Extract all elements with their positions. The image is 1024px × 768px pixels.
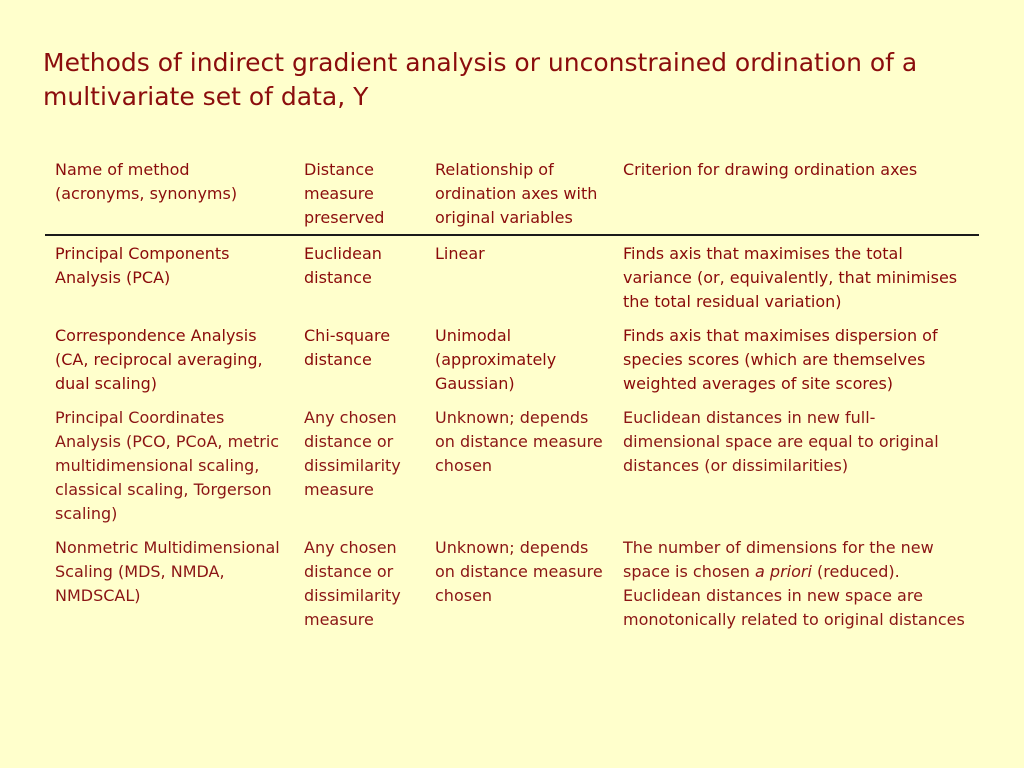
slide-title: Methods of indirect gradient analysis or unconstrained ordination of a multivariate set of data, Y [43, 48, 918, 111]
methods-table [45, 158, 979, 636]
criterion-italic-text: a priori [755, 562, 812, 581]
header-row [45, 158, 979, 235]
relationship-cell: Unknown; depends on distance measure chosen [435, 538, 603, 605]
table-row [45, 318, 979, 400]
relationship-cell: Linear [435, 244, 485, 263]
header-distance-measure: Distance measure preserved [294, 158, 425, 235]
table-body [45, 235, 979, 636]
method-name-cell: Correspondence Analysis (CA, reciprocal averaging, dual scaling) [55, 326, 263, 393]
relationship-cell: Unknown; depends on distance measure chosen [435, 408, 603, 475]
distance-cell: Euclidean distance [304, 244, 382, 287]
criterion-cell: Finds axis that maximises the total variance (or, equivalently, that minimises the total residual variation) [623, 244, 958, 311]
header-relationship: Relationship of ordination axes with original variables [425, 158, 613, 235]
criterion-text-part1: The number of dimensions for the new space is chosen [623, 538, 934, 581]
criterion-cell: Euclidean distances in new full-dimensional space are equal to original distances (or dissimilarities) [623, 408, 939, 475]
distance-cell: Any chosen distance or dissimilarity measure [304, 538, 401, 629]
header-method-name: Name of method (acronyms, synonyms) [45, 158, 294, 235]
method-name-cell: Principal Coordinates Analysis (PCO, PCoA, metric multidimensional scaling, classical scaling, Torgerson scaling) [55, 408, 280, 523]
distance-cell: Chi-square distance [304, 326, 391, 369]
distance-cell: Any chosen distance or dissimilarity measure [304, 408, 401, 499]
table-row [45, 400, 979, 530]
criterion-cell: Finds axis that maximises dispersion of species scores (which are themselves weighted averages of site scores) [623, 326, 938, 393]
criterion-cell [613, 530, 979, 636]
table-header [45, 158, 979, 235]
method-name-cell: Nonmetric Multidimensional Scaling (MDS, NMDA, NMDSCAL) [55, 538, 280, 605]
relationship-cell: Unimodal (approximately Gaussian) [435, 326, 557, 393]
table-row [45, 530, 979, 636]
table-row [45, 235, 979, 318]
header-criterion: Criterion for drawing ordination axes [613, 158, 979, 235]
criterion-text-part2: (reduced). Euclidean distances in new space are monotonically related to original distances [623, 562, 965, 629]
method-name-cell: Principal Components Analysis (PCA) [55, 244, 230, 287]
